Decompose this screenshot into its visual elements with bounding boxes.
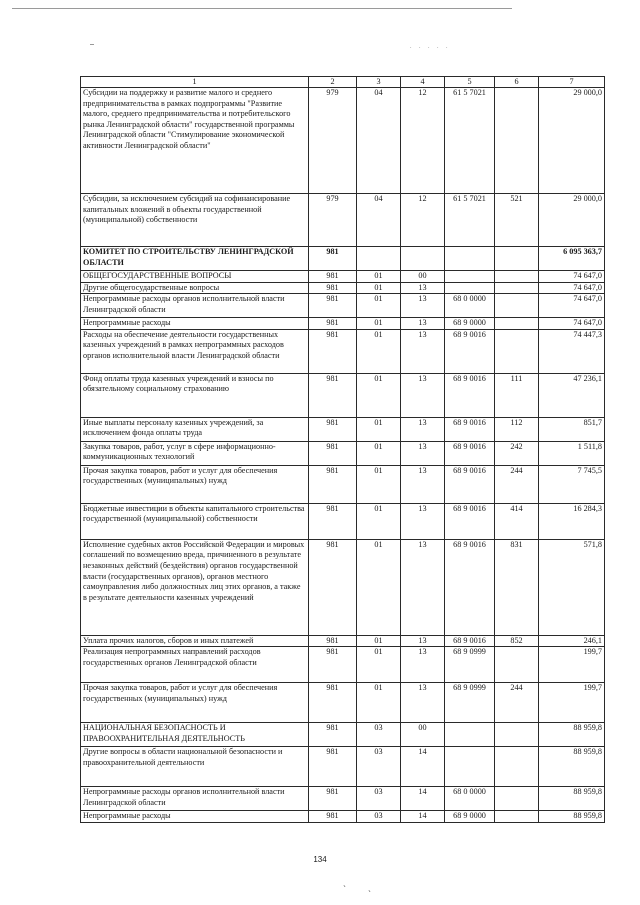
- scan-artifact-dots: . . . . .: [410, 44, 451, 50]
- cell-name: Прочая закупка товаров, работ и услуг для обеспечения государственных (муниципальных) нужд: [81, 465, 309, 503]
- cell-target: 68 9 0999: [445, 683, 495, 723]
- cell-amount: 16 284,3: [539, 503, 605, 539]
- cell-target: 68 9 0016: [445, 465, 495, 503]
- cell-subsection: 00: [401, 271, 445, 283]
- cell-amount: 851,7: [539, 417, 605, 441]
- cell-expense: [495, 647, 539, 683]
- cell-amount: 47 236,1: [539, 373, 605, 417]
- cell-section: 01: [357, 635, 401, 647]
- cell-expense: [495, 723, 539, 747]
- cell-code: 981: [309, 282, 357, 294]
- table-row: [81, 373, 605, 417]
- table-row: [81, 247, 605, 271]
- table-row: [81, 329, 605, 373]
- cell-name: Прочая закупка товаров, работ и услуг для обеспечения государственных (муниципальных) нужд: [81, 683, 309, 723]
- cell-target: 68 9 0999: [445, 647, 495, 683]
- cell-amount: 88 959,8: [539, 811, 605, 823]
- cell-name: НАЦИОНАЛЬНАЯ БЕЗОПАСНОСТЬ И ПРАВООХРАНИТЕЛЬНАЯ ДЕЯТЕЛЬНОСТЬ: [81, 723, 309, 747]
- cell-code: 981: [309, 683, 357, 723]
- cell-amount: 6 095 363,7: [539, 247, 605, 271]
- cell-target: 61 5 7021: [445, 194, 495, 247]
- cell-subsection: 13: [401, 647, 445, 683]
- cell-section: 01: [357, 503, 401, 539]
- table-row: [81, 635, 605, 647]
- cell-subsection: 13: [401, 294, 445, 318]
- cell-amount: 571,8: [539, 539, 605, 635]
- table-row: [81, 465, 605, 503]
- cell-expense: [495, 318, 539, 330]
- cell-section: 01: [357, 329, 401, 373]
- cell-expense: [495, 88, 539, 194]
- cell-code: 981: [309, 539, 357, 635]
- cell-name: КОМИТЕТ ПО СТРОИТЕЛЬСТВУ ЛЕНИНГРАДСКОЙ ОБЛАСТИ: [81, 247, 309, 271]
- cell-expense: [495, 747, 539, 787]
- cell-section: 03: [357, 811, 401, 823]
- cell-amount: 74 647,0: [539, 271, 605, 283]
- cell-name: Реализация непрограммных направлений расходов государственных органов Ленинградской области: [81, 647, 309, 683]
- cell-expense: [495, 271, 539, 283]
- cell-section: 01: [357, 318, 401, 330]
- cell-expense: 244: [495, 465, 539, 503]
- cell-section: 01: [357, 539, 401, 635]
- cell-subsection: 13: [401, 417, 445, 441]
- cell-section: 04: [357, 194, 401, 247]
- cell-code: 981: [309, 635, 357, 647]
- cell-target: [445, 247, 495, 271]
- cell-target: 68 9 0016: [445, 373, 495, 417]
- cell-expense: 244: [495, 683, 539, 723]
- cell-section: 01: [357, 294, 401, 318]
- table-row: [81, 417, 605, 441]
- cell-target: 68 9 0000: [445, 811, 495, 823]
- cell-target: [445, 723, 495, 747]
- cell-code: 981: [309, 723, 357, 747]
- cell-name: Исполнение судебных актов Российской Федерации и мировых соглашений по возмещению вреда, причиненного в результате незаконных действий (бездействия) органов государственной власти (государственных органов), органов местного самоуправления либо должностных лиц этих органов, а также в результате деятельности казенных учреждений: [81, 539, 309, 635]
- cell-name: Другие вопросы в области национальной безопасности и правоохранительной деятельности: [81, 747, 309, 787]
- cell-subsection: 14: [401, 811, 445, 823]
- cell-expense: [495, 294, 539, 318]
- cell-expense: 414: [495, 503, 539, 539]
- cell-amount: 88 959,8: [539, 787, 605, 811]
- cell-name: Субсидии на поддержку и развитие малого и среднего предпринимательства в рамках подпрограммы "Развитие малого, среднего предпринимательства и потребительского рынка Ленинградской области" государственной программы Ленинградской области "Стимулирование экономической активности Ленинградской области": [81, 88, 309, 194]
- cell-expense: 521: [495, 194, 539, 247]
- cell-subsection: 14: [401, 787, 445, 811]
- cell-code: 981: [309, 318, 357, 330]
- budget-table: [80, 76, 605, 823]
- cell-name: Фонд оплаты труда казенных учреждений и взносы по обязательному социальному страхованию: [81, 373, 309, 417]
- cell-subsection: 12: [401, 194, 445, 247]
- cell-amount: 74 647,0: [539, 294, 605, 318]
- cell-target: 68 0 0000: [445, 787, 495, 811]
- table-row: [81, 647, 605, 683]
- cell-name: Субсидии, за исключением субсидий на софинансирование капитальных вложений в объекты государственной (муниципальной) собственности: [81, 194, 309, 247]
- cell-subsection: 13: [401, 329, 445, 373]
- cell-section: 04: [357, 88, 401, 194]
- header-code: 2: [309, 77, 357, 88]
- cell-name: Непрограммные расходы: [81, 811, 309, 823]
- cell-target: 68 9 0016: [445, 441, 495, 465]
- cell-code: 981: [309, 503, 357, 539]
- cell-code: 981: [309, 294, 357, 318]
- table-row: [81, 271, 605, 283]
- cell-expense: [495, 282, 539, 294]
- cell-subsection: 13: [401, 635, 445, 647]
- cell-name: Расходы на обеспечение деятельности государственных казенных учреждений в рамках непрограммных расходов органов исполнительной власти Ленинградской области: [81, 329, 309, 373]
- cell-code: 981: [309, 417, 357, 441]
- cell-subsection: 13: [401, 683, 445, 723]
- page-number: 134: [313, 855, 327, 864]
- cell-code: 981: [309, 373, 357, 417]
- cell-amount: 199,7: [539, 647, 605, 683]
- cell-expense: [495, 811, 539, 823]
- header-section: 3: [357, 77, 401, 88]
- cell-subsection: 13: [401, 318, 445, 330]
- cell-code: 981: [309, 787, 357, 811]
- cell-name: Непрограммные расходы органов исполнительной власти Ленинградской области: [81, 294, 309, 318]
- cell-name: Непрограммные расходы органов исполнительной власти Ленинградской области: [81, 787, 309, 811]
- cell-name: Иные выплаты персоналу казенных учреждений, за исключением фонда оплаты труда: [81, 417, 309, 441]
- cell-target: 68 9 0000: [445, 318, 495, 330]
- cell-target: [445, 282, 495, 294]
- cell-target: 68 9 0016: [445, 539, 495, 635]
- cell-subsection: 13: [401, 539, 445, 635]
- cell-code: 979: [309, 194, 357, 247]
- cell-amount: 88 959,8: [539, 747, 605, 787]
- cell-section: 01: [357, 441, 401, 465]
- cell-amount: 199,7: [539, 683, 605, 723]
- cell-code: 979: [309, 88, 357, 194]
- header-target: 5: [445, 77, 495, 88]
- cell-expense: 111: [495, 373, 539, 417]
- header-expense: 6: [495, 77, 539, 88]
- cell-code: 981: [309, 747, 357, 787]
- cell-code: 981: [309, 271, 357, 283]
- cell-subsection: 13: [401, 503, 445, 539]
- cell-code: 981: [309, 329, 357, 373]
- scan-mark-left: `: [343, 884, 346, 894]
- cell-subsection: 14: [401, 747, 445, 787]
- cell-section: 01: [357, 271, 401, 283]
- cell-target: 68 9 0016: [445, 329, 495, 373]
- cell-target: 68 0 0000: [445, 294, 495, 318]
- scan-mark-right: `: [368, 889, 371, 899]
- cell-target: [445, 271, 495, 283]
- table-row: [81, 539, 605, 635]
- cell-expense: 112: [495, 417, 539, 441]
- cell-name: ОБЩЕГОСУДАРСТВЕННЫЕ ВОПРОСЫ: [81, 271, 309, 283]
- cell-subsection: 12: [401, 88, 445, 194]
- cell-subsection: [401, 247, 445, 271]
- cell-name: Закупка товаров, работ, услуг в сфере информационно-коммуникационных технологий: [81, 441, 309, 465]
- cell-expense: 242: [495, 441, 539, 465]
- table-row: [81, 503, 605, 539]
- table-row: [81, 683, 605, 723]
- cell-subsection: 13: [401, 373, 445, 417]
- cell-expense: [495, 247, 539, 271]
- cell-amount: 74 647,0: [539, 282, 605, 294]
- cell-expense: [495, 787, 539, 811]
- cell-target: 68 9 0016: [445, 635, 495, 647]
- cell-section: 03: [357, 787, 401, 811]
- table-row: [81, 282, 605, 294]
- cell-code: 981: [309, 247, 357, 271]
- cell-subsection: 13: [401, 282, 445, 294]
- header-subsection: 4: [401, 77, 445, 88]
- cell-subsection: 13: [401, 441, 445, 465]
- header-name: 1: [81, 77, 309, 88]
- cell-section: [357, 247, 401, 271]
- cell-section: 01: [357, 417, 401, 441]
- cell-target: 68 9 0016: [445, 417, 495, 441]
- cell-name: Уплата прочих налогов, сборов и иных платежей: [81, 635, 309, 647]
- cell-amount: 1 511,8: [539, 441, 605, 465]
- cell-section: 03: [357, 747, 401, 787]
- cell-target: 68 9 0016: [445, 503, 495, 539]
- cell-expense: 852: [495, 635, 539, 647]
- cell-code: 981: [309, 647, 357, 683]
- cell-code: 981: [309, 441, 357, 465]
- table-row: [81, 787, 605, 811]
- cell-amount: 246,1: [539, 635, 605, 647]
- cell-name: Непрограммные расходы: [81, 318, 309, 330]
- cell-target: [445, 747, 495, 787]
- cell-code: 981: [309, 465, 357, 503]
- table-row: [81, 88, 605, 194]
- cell-amount: 29 000,0: [539, 88, 605, 194]
- table-row: [81, 194, 605, 247]
- cell-section: 03: [357, 723, 401, 747]
- scan-edge-line: [12, 8, 512, 9]
- cell-target: 61 5 7021: [445, 88, 495, 194]
- cell-amount: 74 647,0: [539, 318, 605, 330]
- table-row: [81, 747, 605, 787]
- cell-section: 01: [357, 465, 401, 503]
- cell-amount: 74 447,3: [539, 329, 605, 373]
- table-row: [81, 811, 605, 823]
- cell-subsection: 00: [401, 723, 445, 747]
- cell-subsection: 13: [401, 465, 445, 503]
- cell-section: 01: [357, 373, 401, 417]
- header-row: [81, 77, 605, 88]
- table-row: [81, 441, 605, 465]
- cell-code: 981: [309, 811, 357, 823]
- cell-name: Бюджетные инвестиции в объекты капитального строительства государственной (муниципальной) собственности: [81, 503, 309, 539]
- table-row: [81, 318, 605, 330]
- cell-name: Другие общегосударственные вопросы: [81, 282, 309, 294]
- cell-amount: 88 959,8: [539, 723, 605, 747]
- cell-section: 01: [357, 647, 401, 683]
- cell-amount: 29 000,0: [539, 194, 605, 247]
- cell-expense: 831: [495, 539, 539, 635]
- scan-artifact: [90, 44, 94, 45]
- cell-expense: [495, 329, 539, 373]
- table-row: [81, 723, 605, 747]
- cell-section: 01: [357, 282, 401, 294]
- table-row: [81, 294, 605, 318]
- header-amount: 7: [539, 77, 605, 88]
- cell-section: 01: [357, 683, 401, 723]
- cell-amount: 7 745,5: [539, 465, 605, 503]
